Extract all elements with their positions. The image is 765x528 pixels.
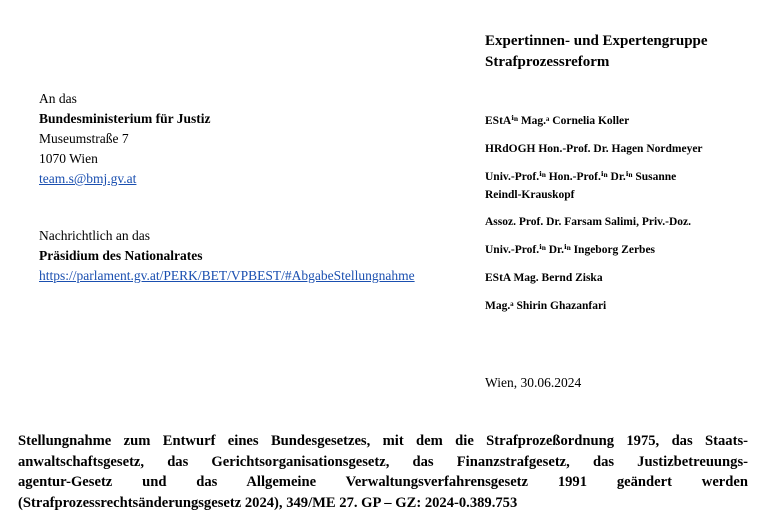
subject-heading	[18, 431, 748, 513]
cc-intro: Nachrichtlich an das	[39, 228, 150, 243]
cc-name: Präsidium des Nationalrates	[39, 248, 203, 263]
recipient-intro: An das	[39, 91, 77, 106]
member-item: HRdOGH Hon.-Prof. Dr. Hagen Nordmeyer	[485, 143, 703, 155]
group-name-line-2: Strafprozessreform	[485, 54, 610, 70]
member-item: EStAⁱⁿ Mag.ᵃ Cornelia Koller	[485, 115, 630, 127]
member-item	[485, 168, 755, 204]
expert-group-heading	[485, 31, 755, 73]
recipient-street: Museumstraße 7	[39, 131, 129, 146]
subject-line: agentur-Gesetz und das Allgemeine Verwaltungsverfahrensgesetz 1991 geändert werden	[18, 474, 748, 490]
subject-line: (Strafprozessrechtsänderungsgesetz 2024), 349/ME 27. GP – GZ: 2024-0.389.753	[18, 494, 518, 511]
cc-url-link[interactable]: https://parlament.gv.at/PERK/BET/VPBEST/#AbgabeStellungnahme	[39, 268, 415, 283]
recipient-city: 1070 Wien	[39, 151, 98, 166]
member-item: Univ.-Prof.ⁱⁿ Dr.ⁱⁿ Ingeborg Zerbes	[485, 244, 656, 256]
recipient-address	[39, 89, 459, 189]
letter-date: Wien, 30.06.2024	[485, 375, 582, 390]
subject-line: anwaltschaftsgesetz, das Gerichtsorganisationsgesetz, das Finanzstrafgesetz, das Justizbetreuungs-	[18, 453, 748, 470]
recipient-name: Bundesministerium für Justiz	[39, 111, 211, 126]
recipient-email-link[interactable]: team.s@bmj.gv.at	[39, 171, 137, 186]
member-item: Assoz. Prof. Dr. Farsam Salimi, Priv.-Doz.	[485, 216, 692, 228]
member-item-line: Univ.-Prof.ⁱⁿ Hon.-Prof.ⁱⁿ Dr.ⁱⁿ Susanne	[485, 171, 677, 183]
cc-address	[39, 226, 469, 286]
member-item: EStA Mag. Bernd Ziska	[485, 272, 603, 284]
member-item-line: Reindl-Krauskopf	[485, 189, 575, 201]
subject-line: Stellungnahme zum Entwurf eines Bundesgesetzes, mit dem die Strafprozeßordnung 1975, das Staats-	[18, 433, 748, 449]
group-name-line-1: Expertinnen- und Expertengruppe	[485, 33, 708, 49]
member-list	[485, 112, 755, 325]
member-item: Mag.ᵃ Shirin Ghazanfari	[485, 300, 607, 312]
